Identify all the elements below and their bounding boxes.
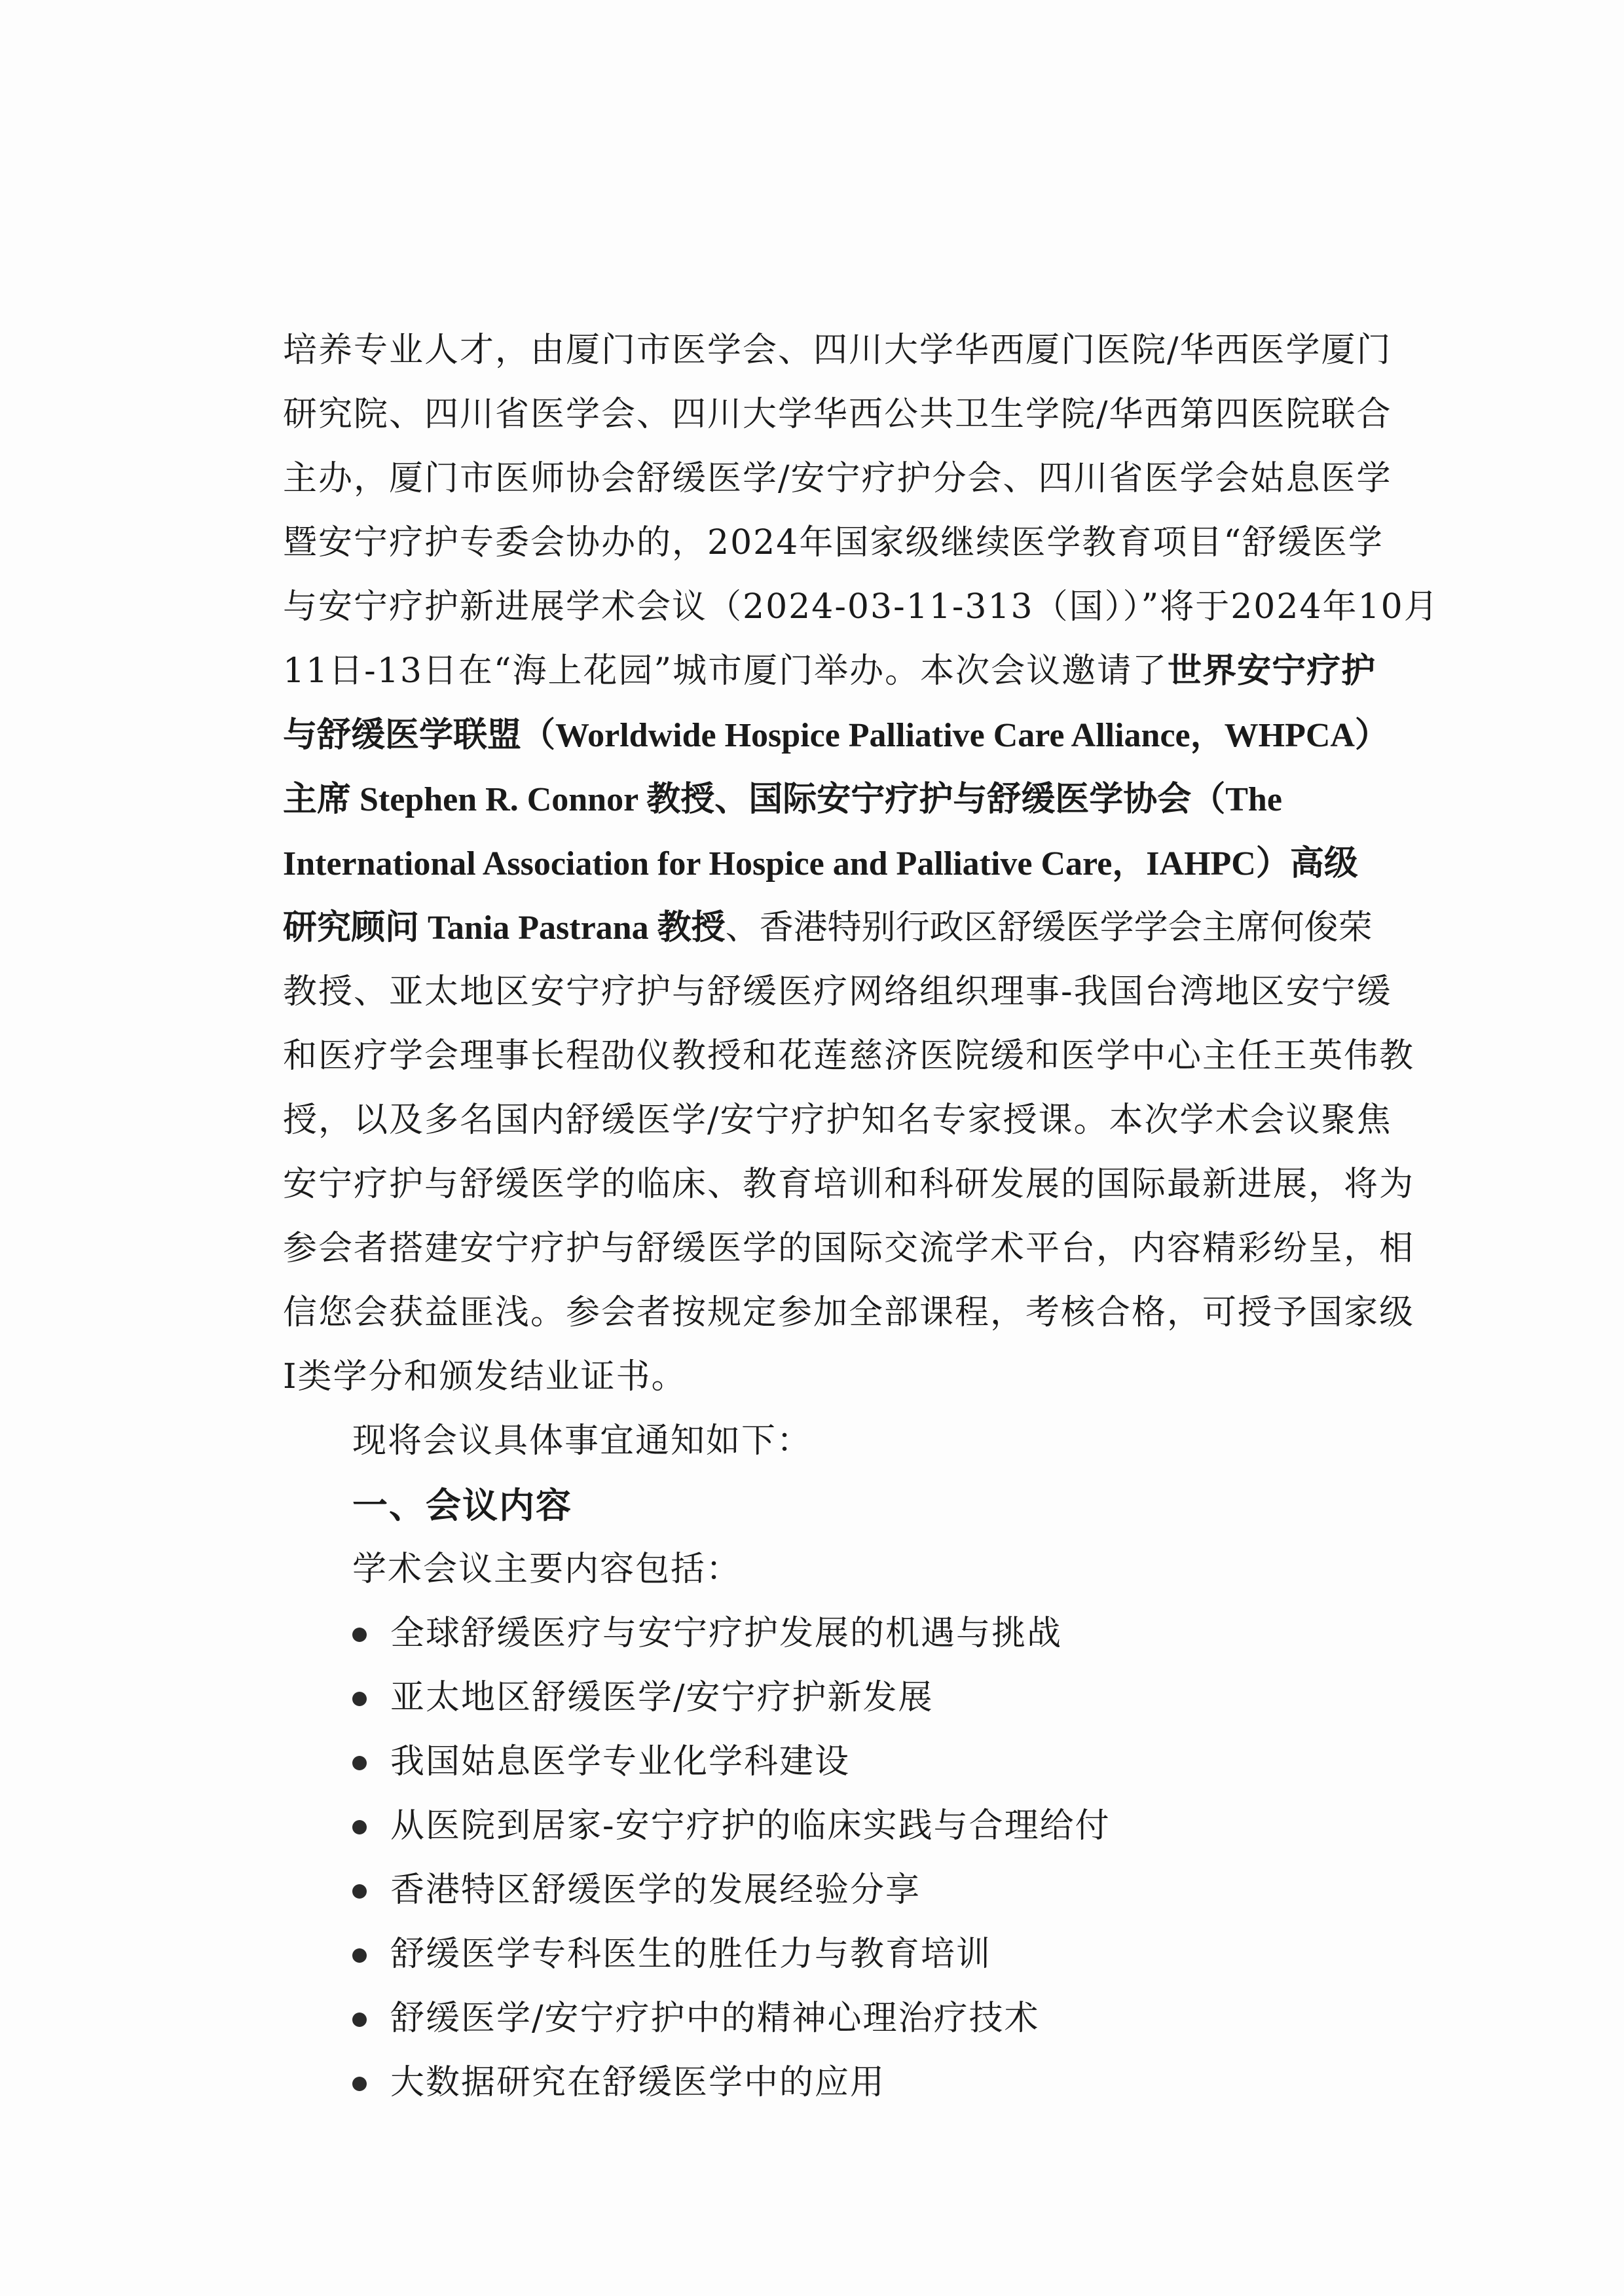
paragraph-line	[283, 960, 1426, 1024]
bullet-icon	[352, 2077, 367, 2091]
paragraph-line	[283, 382, 1426, 446]
list-item	[283, 1601, 1426, 1666]
list-item-text: 大数据研究在舒缓医学中的应用	[390, 2063, 886, 2102]
text-span: Ⅰ类学分和颁发结业证书。	[283, 1357, 687, 1396]
bold-text: 与舒缓医学联盟（Worldwide Hospice Palliative Care Alliance，WHPCA）	[283, 717, 1389, 754]
text-span: 授，以及多名国内舒缓医学/安宁疗护知名专家授课。本次学术会议聚焦	[283, 1101, 1392, 1140]
paragraph-line	[283, 831, 1426, 896]
list-item	[283, 1794, 1426, 1858]
paragraph-line	[283, 511, 1426, 575]
bold-text: 世界安宁疗护	[1168, 651, 1376, 691]
text-span: 参会者搭建安宁疗护与舒缓医学的国际交流学术平台，内容精彩纷呈，相	[283, 1229, 1415, 1268]
paragraph-line	[283, 703, 1426, 767]
list-item-text: 香港特区舒缓医学的发展经验分享	[390, 1870, 921, 1910]
text-span: 与安宁疗护新进展学术会议（2024-03-11-313（国））”将于2024年10月	[283, 587, 1439, 627]
list-item-text: 舒缓医学/安宁疗护中的精神心理治疗技术	[390, 1999, 1040, 2038]
list-item-text: 舒缓医学专科医生的胜任力与教育培训	[390, 1935, 992, 1974]
text-span: 信您会获益匪浅。参会者按规定参加全部课程，考核合格，可授予国家级	[283, 1293, 1415, 1332]
bullet-icon	[352, 1692, 367, 1706]
paragraph-line	[283, 1281, 1426, 1345]
bold-text: International Association for Hospice and Palliative Care，IAHPC）高级	[283, 845, 1358, 883]
bold-text: 研究顾问 Tania Pastrana 教授	[283, 909, 726, 947]
list-item-text: 全球舒缓医疗与安宁疗护发展的机遇与挑战	[390, 1614, 1063, 1653]
list-item-text: 从医院到居家-安宁疗护的临床实践与合理给付	[390, 1806, 1111, 1846]
bold-text: 主席 Stephen R. Connor 教授、国际安宁疗护与舒缓医学协会（The	[283, 781, 1282, 818]
section-heading: 一、会议内容	[352, 1484, 572, 1526]
notice-line: 现将会议具体事宜通知如下：	[352, 1421, 813, 1461]
document-body	[283, 318, 1439, 2115]
text-span: 11日-13日在“海上花园”城市厦门举办。本次会议邀请了	[283, 651, 1168, 691]
bullet-icon	[352, 1756, 367, 1770]
text-span: 暨安宁疗护专委会协办的，2024年国家级继续医学教育项目“舒缓医学	[283, 523, 1384, 562]
paragraph-line	[283, 318, 1426, 382]
text-span: 研究院、四川省医学会、四川大学华西公共卫生学院/华西第四医院联合	[283, 395, 1392, 434]
list-item	[283, 1666, 1426, 1730]
text-span: 和医疗学会理事长程劭仪教授和花莲慈济医院缓和医学中心主任王英伟教	[283, 1036, 1415, 1076]
section-intro: 学术会议主要内容包括：	[352, 1550, 742, 1589]
paragraph-line	[283, 575, 1439, 639]
bullet-icon	[352, 1948, 367, 1963]
paragraph-line	[283, 896, 1426, 960]
paragraph-line	[283, 767, 1426, 831]
list-item	[283, 1922, 1426, 1986]
text-span: 安宁疗护与舒缓医学的临床、教育培训和科研发展的国际最新进展，将为	[283, 1165, 1415, 1204]
text-span: 主办，厦门市医师协会舒缓医学/安宁疗护分会、四川省医学会姑息医学	[283, 459, 1392, 498]
list-item	[283, 1986, 1426, 2050]
list-item-text: 我国姑息医学专业化学科建设	[390, 1742, 851, 1781]
paragraph-line	[283, 639, 1426, 703]
paragraph-line	[283, 1152, 1426, 1216]
text-span: 教授、亚太地区安宁疗护与舒缓医疗网络组织理事-我国台湾地区安宁缓	[283, 972, 1392, 1011]
list-item	[283, 1858, 1426, 1922]
intro-paragraph	[283, 318, 1439, 1409]
paragraph-line	[283, 1088, 1426, 1152]
list-item	[283, 2050, 1426, 2115]
paragraph-line	[283, 1024, 1426, 1088]
list-item-text: 亚太地区舒缓医学/安宁疗护新发展	[390, 1678, 934, 1717]
paragraph-line	[283, 446, 1426, 511]
bullet-icon	[352, 1820, 367, 1834]
paragraph-line	[283, 1216, 1426, 1281]
content-list	[283, 1601, 1426, 2115]
bullet-icon	[352, 1884, 367, 1899]
text-span: 培养专业人才，由厦门市医学会、四川大学华西厦门医院/华西医学厦门	[283, 331, 1392, 370]
paragraph-line	[283, 1345, 1426, 1409]
bullet-icon	[352, 2013, 367, 2027]
bullet-icon	[352, 1628, 367, 1642]
list-item	[283, 1730, 1426, 1794]
text-span: 、香港特别行政区舒缓医学学会主席何俊荣	[725, 908, 1373, 947]
